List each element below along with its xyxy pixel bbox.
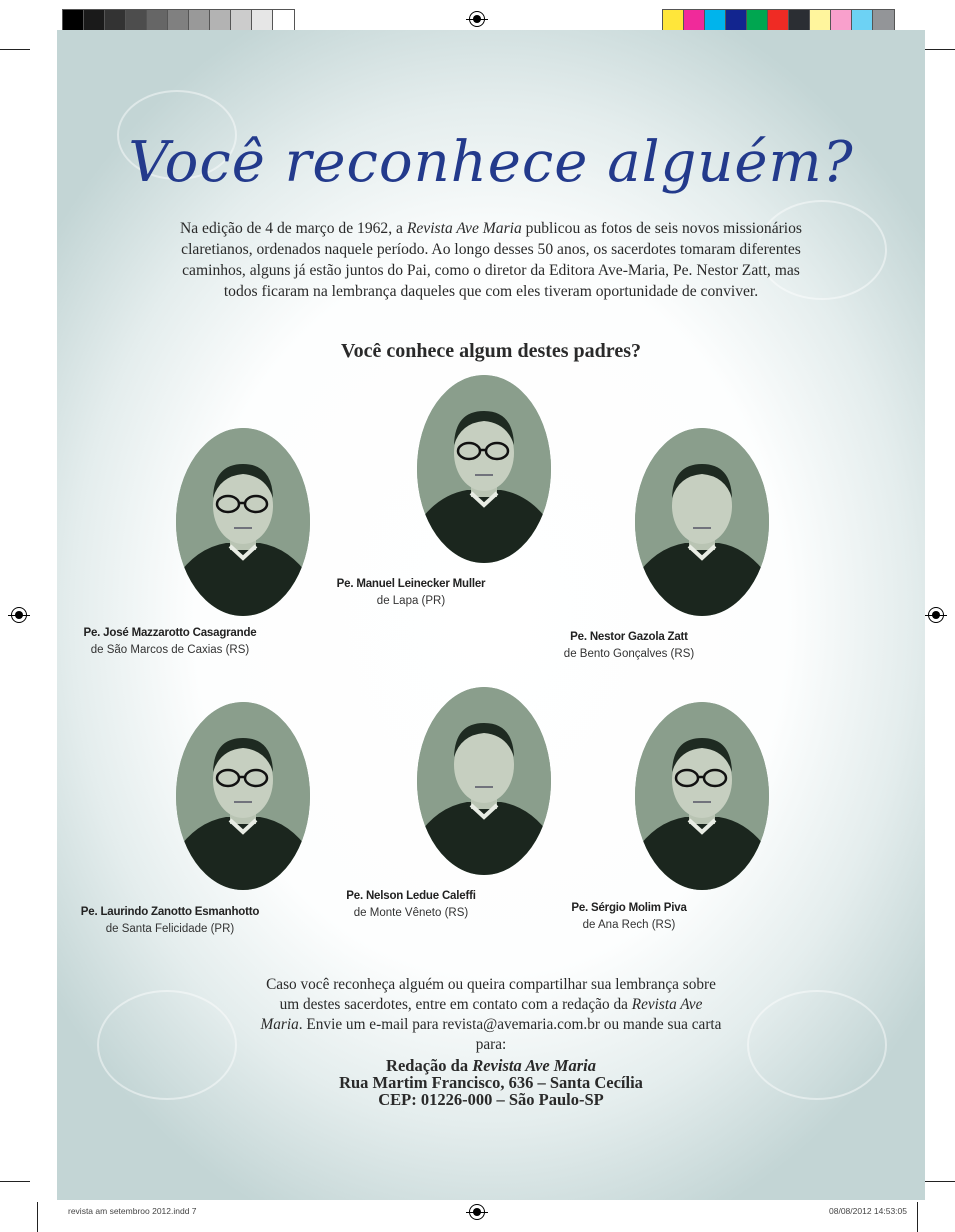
priest-origin: de Santa Felicidade (PR) xyxy=(105,923,235,935)
contact-paragraph xyxy=(257,975,725,1055)
subtitle: Você conhece algum destes padres? xyxy=(341,340,641,362)
priest-caption xyxy=(40,904,300,938)
intro-text: Na edição de 4 de março de 1962, a xyxy=(179,220,407,237)
magazine-name: Revista Ave Maria xyxy=(472,1056,596,1075)
crop-mark xyxy=(925,49,955,50)
color-swatch xyxy=(789,10,810,31)
color-swatch xyxy=(831,10,852,31)
magazine-name: Revista Ave Maria xyxy=(406,220,522,237)
color-swatch xyxy=(273,10,294,31)
color-swatch xyxy=(852,10,873,31)
address-line-2: Rua Martim Francisco, 636 – Santa Cecília xyxy=(339,1073,643,1092)
priest-caption xyxy=(281,576,541,610)
priest-name: Pe. José Mazzarotto Casagrande xyxy=(83,627,257,639)
priest-portrait xyxy=(176,702,310,890)
gray-calibration-bar xyxy=(62,9,295,32)
color-swatch xyxy=(873,10,894,31)
color-swatch xyxy=(210,10,231,31)
crop-mark xyxy=(917,1202,918,1232)
contact-text: Caso você reconheça alguém ou queira compartilhar sua lembrança sobre um destes sacerdotes, entre em contato com a redação da xyxy=(266,976,716,1013)
priest-portrait xyxy=(635,428,769,616)
intro-paragraph xyxy=(177,218,805,302)
priest-name: Pe. Nelson Ledue Caleffi xyxy=(346,890,476,902)
intro-text: publicou as fotos de seis novos missionários claretianos, ordenados naquele período. Ao longo desses 50 anos, os sacerdotes tomaram diferentes caminhos, alguns já estão juntos do Pai, como o diretor da Editora Ave-Maria, Pe. Nestor Zatt, mas todos ficaram na lembrança daqueles que com eles tiveram oportunidade de conviver. xyxy=(181,220,803,300)
slug-timestamp: 08/08/2012 14:53:05 xyxy=(829,1206,907,1216)
crop-mark xyxy=(0,1181,30,1182)
magazine-page xyxy=(57,30,925,1200)
crop-mark xyxy=(0,49,30,50)
priest-caption xyxy=(499,900,759,934)
priest-portrait xyxy=(417,375,551,563)
address-prefix: Redação da xyxy=(386,1056,473,1075)
crop-mark xyxy=(925,1181,955,1182)
color-swatch xyxy=(147,10,168,31)
priest-origin: de Lapa (PR) xyxy=(376,595,446,607)
page-title: Você reconhece alguém? xyxy=(128,130,854,195)
registration-mark-icon xyxy=(928,607,944,623)
color-swatch xyxy=(810,10,831,31)
registration-mark-icon xyxy=(469,1204,485,1220)
priest-name: Pe. Laurindo Zanotto Esmanhotto xyxy=(80,906,260,918)
slug-filename: revista am setembroo 2012.indd 7 xyxy=(68,1206,197,1216)
magazine-name: Revista Ave Maria xyxy=(260,996,703,1033)
mailing-address xyxy=(57,1057,925,1108)
priest-origin: de Monte Vêneto (RS) xyxy=(353,907,469,919)
color-swatch xyxy=(168,10,189,31)
color-swatch xyxy=(189,10,210,31)
registration-mark-icon xyxy=(469,11,485,27)
color-swatch xyxy=(768,10,789,31)
address-line-1 xyxy=(57,1057,925,1074)
color-swatch xyxy=(231,10,252,31)
priest-origin: de Ana Rech (RS) xyxy=(582,919,676,931)
priest-portrait xyxy=(635,702,769,890)
priest-name: Pe. Sérgio Molim Piva xyxy=(571,902,687,914)
address-line-3: CEP: 01226-000 – São Paulo-SP xyxy=(378,1090,604,1109)
crop-mark xyxy=(37,1202,38,1232)
priest-name: Pe. Nestor Gazola Zatt xyxy=(570,631,688,643)
color-swatch xyxy=(726,10,747,31)
color-swatch xyxy=(63,10,84,31)
color-swatch xyxy=(126,10,147,31)
priest-caption xyxy=(499,629,759,663)
color-swatch xyxy=(84,10,105,31)
contact-text: . Envie um e-mail para revista@avemaria.com.br ou mande sua carta para: xyxy=(298,1016,722,1053)
color-swatch xyxy=(747,10,768,31)
color-swatch xyxy=(705,10,726,31)
color-swatch xyxy=(684,10,705,31)
priest-caption xyxy=(40,625,300,659)
color-calibration-bar xyxy=(662,9,895,32)
registration-mark-icon xyxy=(11,607,27,623)
color-swatch xyxy=(252,10,273,31)
priest-origin: de São Marcos de Caxias (RS) xyxy=(90,644,250,656)
priest-name: Pe. Manuel Leinecker Muller xyxy=(336,578,486,590)
priest-origin: de Bento Gonçalves (RS) xyxy=(563,648,695,660)
priest-portrait xyxy=(417,687,551,875)
color-swatch xyxy=(663,10,684,31)
color-swatch xyxy=(105,10,126,31)
